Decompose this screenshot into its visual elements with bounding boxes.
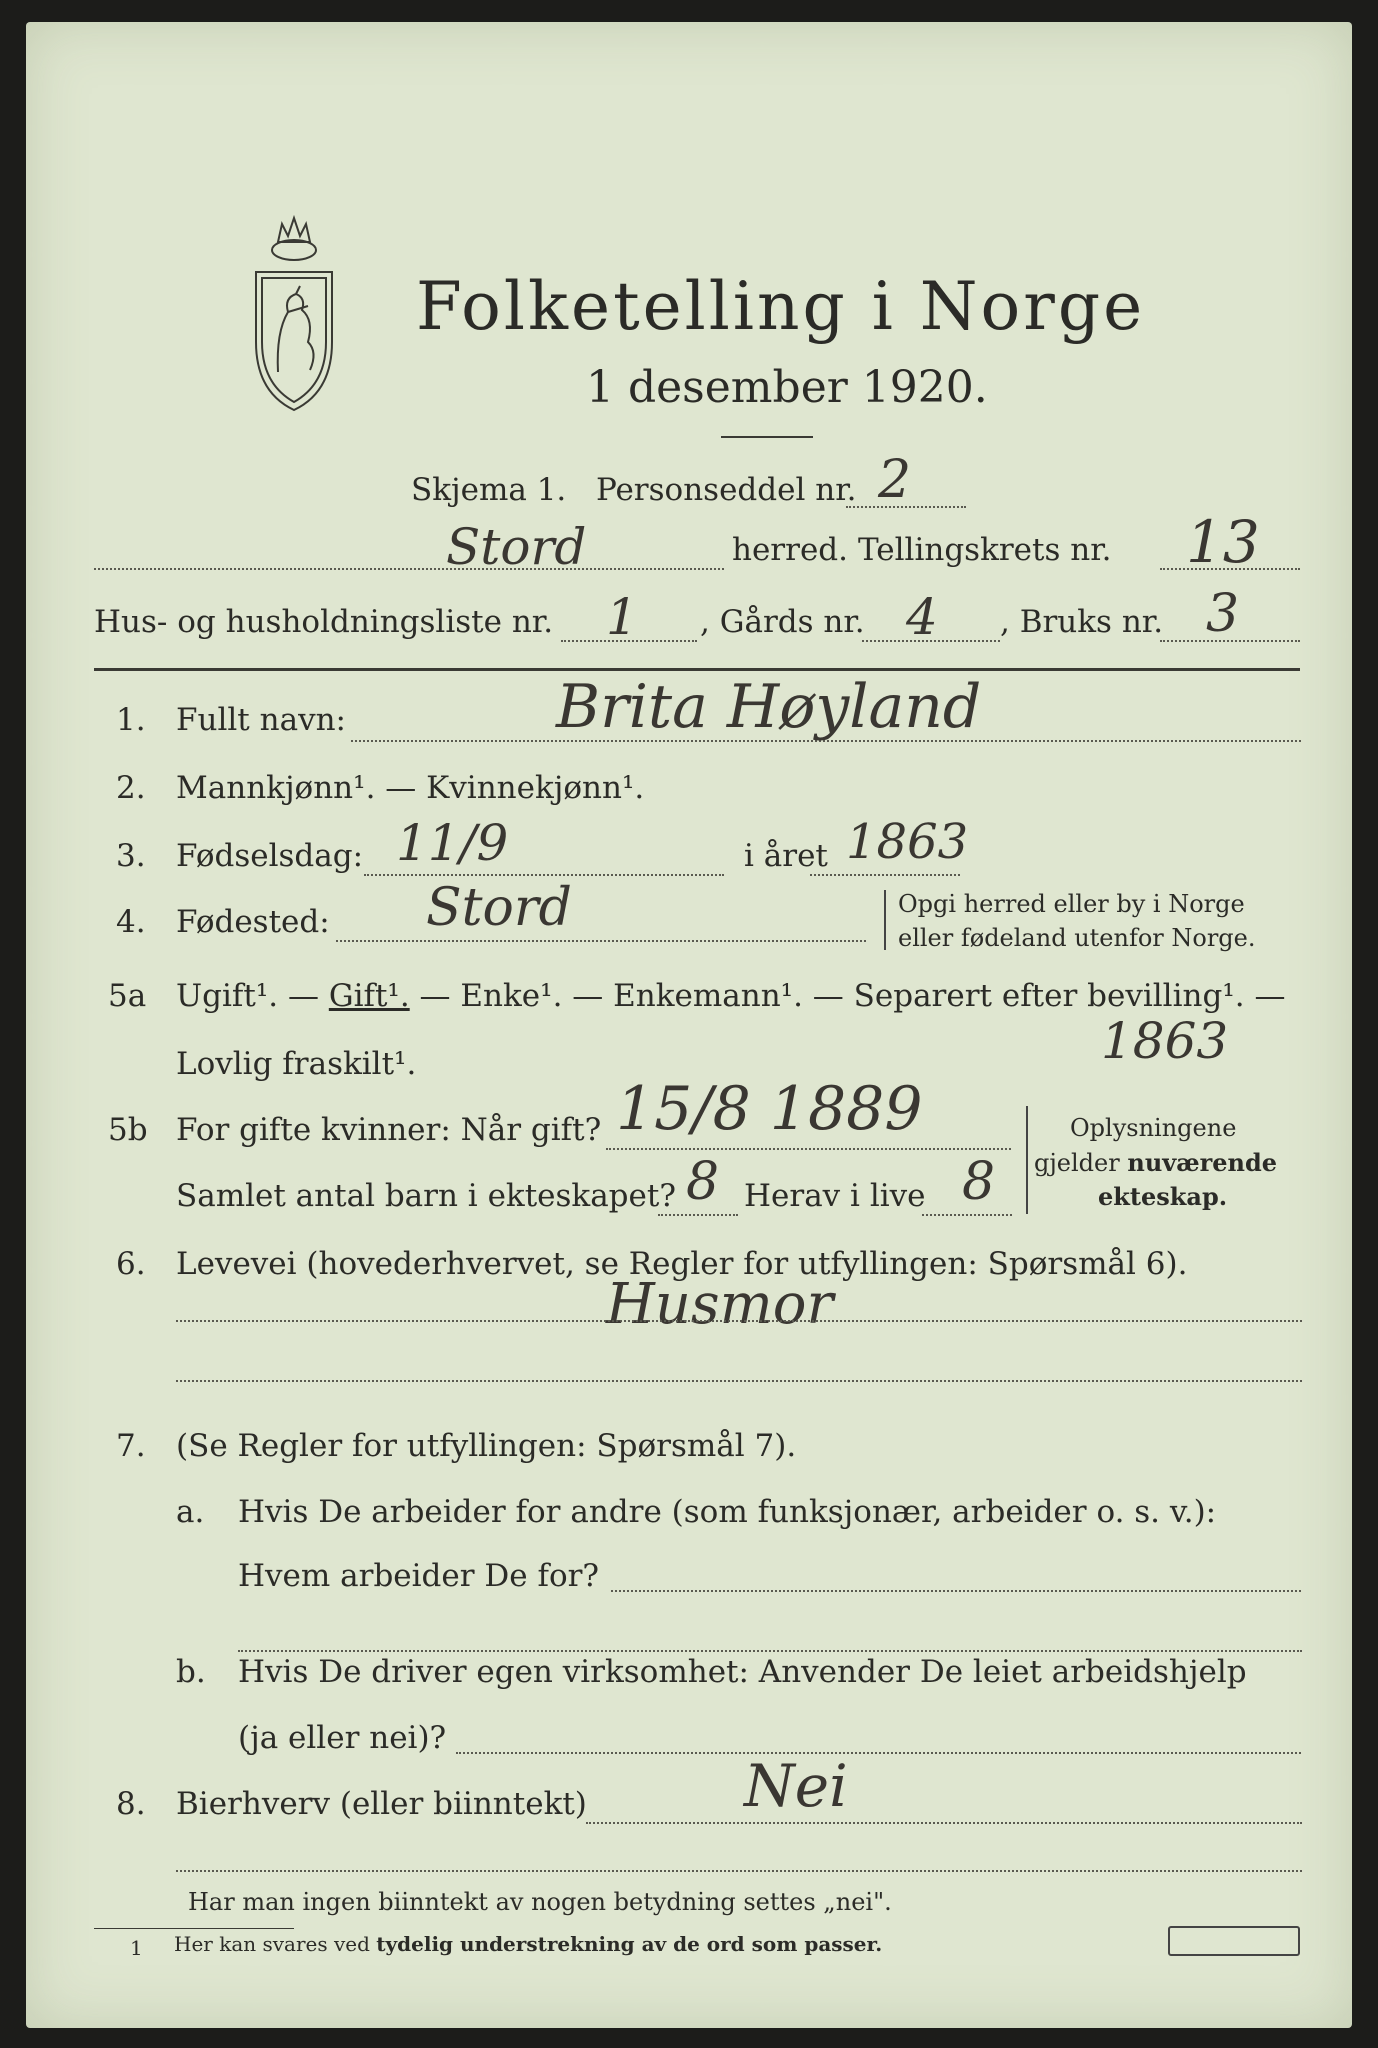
q3-day-value: 11/9 (396, 814, 509, 872)
q3-label: Fødselsdag: (176, 838, 364, 874)
q8-number: 8. (116, 1786, 146, 1822)
footnote-number: 1 (130, 1936, 143, 1960)
q8-line (586, 1822, 1302, 1824)
q5b-married-line (606, 1148, 1011, 1150)
q5b-alive-label: Herav i live (744, 1178, 926, 1214)
q5b-note-2: gjelder nuværende (1034, 1148, 1278, 1177)
q4-brace (884, 890, 886, 950)
q5b-alive-value: 8 (962, 1152, 996, 1212)
footnote-text: Her kan svares ved tydelig understrekning av de ord som passer. (174, 1932, 883, 1956)
bruks-value: 3 (1206, 584, 1240, 644)
q1-number: 1. (116, 702, 146, 738)
q5a-options: Ugift¹. — Gift¹. — Enke¹. — Enkemann¹. — Separert efter bevilling¹. — (176, 978, 1286, 1014)
q3-year-line (810, 874, 960, 876)
q7a-letter: a. (176, 1494, 205, 1530)
q5a-number: 5a (108, 978, 147, 1014)
q5b-children-label: Samlet antal barn i ekteskapet? (176, 1178, 676, 1214)
q6-label: Levevei (hovederhvervet, se Regler for utfyllingen: Spørsmål 6). (176, 1246, 1188, 1282)
q2-label: Mannkjønn¹. — Kvinnekjønn¹. (176, 770, 645, 806)
q3-year-label: i året (744, 838, 828, 874)
skjema-label: Skjema 1. (411, 472, 567, 508)
q8-label: Bierhverv (eller biinntekt) (176, 1786, 587, 1822)
personseddel-value: 2 (878, 450, 912, 510)
divider (721, 436, 813, 438)
q7a-text2: Hvem arbeider De for? (238, 1558, 600, 1594)
q6-number: 6. (116, 1246, 146, 1282)
census-form (26, 22, 1352, 2028)
q1-value: Brita Høyland (556, 672, 982, 742)
header-rule (94, 668, 1300, 671)
q5b-number: 5b (108, 1112, 148, 1148)
hus-label: Hus- og husholdningsliste nr. (94, 604, 554, 640)
q7-number: 7. (116, 1428, 146, 1464)
q5a-gift-underlined: Gift¹. (328, 978, 410, 1014)
q7b-text2: (ja eller nei)? (238, 1720, 447, 1756)
hus-value: 1 (606, 588, 638, 646)
gards-label: , Gårds nr. (700, 604, 865, 640)
coat-of-arms-icon (248, 202, 340, 418)
gards-value: 4 (906, 588, 938, 646)
q5b-married-value: 15/8 1889 (616, 1074, 923, 1144)
herred-value: Stord (446, 518, 587, 576)
q7a-text: Hvis De arbeider for andre (som funksjonær, arbeider o. s. v.): (238, 1494, 1217, 1530)
form-title: Folketelling i Norge (416, 268, 1146, 345)
herred-line (94, 568, 724, 570)
q2-number: 2. (116, 770, 146, 806)
q7a-line-2 (238, 1650, 1302, 1652)
q7a-line-1 (611, 1590, 1301, 1592)
tellingskrets-value: 13 (1186, 508, 1260, 576)
q6-line-2 (176, 1380, 1302, 1382)
footer-note: Har man ingen biinntekt av nogen betydning settes „nei". (188, 1888, 892, 1916)
q3-number: 3. (116, 838, 146, 874)
printer-stamp (1168, 1926, 1300, 1956)
q8-line-2 (176, 1870, 1302, 1872)
q5b-brace (1026, 1106, 1028, 1214)
herred-label: herred. (732, 532, 848, 568)
q1-label: Fullt navn: (176, 702, 346, 738)
q4-label: Fødested: (176, 904, 330, 940)
q5a-margin-note: 1863 (1101, 1012, 1229, 1070)
q5b-children-line (658, 1214, 738, 1216)
q3-day-line (364, 874, 724, 876)
q5a-line2: Lovlig fraskilt¹. (176, 1046, 417, 1082)
q4-value: Stord (426, 878, 572, 938)
q8-value: Nei (744, 1752, 848, 1820)
q4-number: 4. (116, 904, 146, 940)
q6-value: Husmor (606, 1272, 834, 1337)
q7b-line (456, 1752, 1301, 1754)
q4-note-2: eller fødeland utenfor Norge. (898, 924, 1256, 952)
q5b-children-value: 8 (686, 1152, 720, 1212)
q5b-alive-line (922, 1214, 1012, 1216)
bruks-label: , Bruks nr. (1000, 604, 1164, 640)
q5b-note-3: ekteskap. (1098, 1182, 1228, 1211)
q7-label: (Se Regler for utfyllingen: Spørsmål 7). (176, 1428, 797, 1464)
q5b-note-1: Oplysningene (1070, 1114, 1237, 1142)
q5b-label: For gifte kvinner: Når gift? (176, 1112, 602, 1148)
q4-note-1: Opgi herred eller by i Norge (898, 890, 1245, 918)
q7b-letter: b. (176, 1654, 206, 1690)
q7b-text: Hvis De driver egen virksomhet: Anvender De leiet arbeidshjelp (238, 1654, 1247, 1690)
q3-year-value: 1863 (846, 814, 969, 870)
q6-line-1 (176, 1320, 1302, 1322)
personseddel-label: Personseddel nr. (596, 472, 857, 508)
tellingskrets-label: Tellingskrets nr. (858, 532, 1112, 568)
census-date: 1 desember 1920. (586, 362, 988, 413)
q4-line (336, 940, 866, 942)
footnote-rule (94, 1928, 294, 1929)
